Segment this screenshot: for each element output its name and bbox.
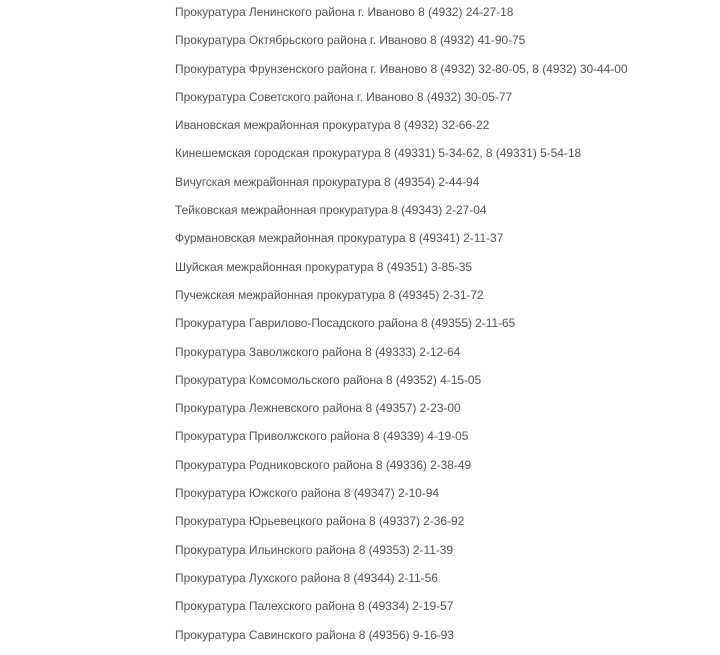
contact-list	[175, 4, 628, 655]
contact-item: Прокуратура Лухского района 8 (49344) 2-11-56	[175, 570, 438, 585]
contact-item: Прокуратура Юрьевецкого района 8 (49337) 2-36-92	[175, 514, 465, 529]
contact-item: Прокуратура Ленинского района г. Иваново 8 (4932) 24-27-18	[175, 5, 514, 19]
contact-item: Прокуратура Родниковского района 8 (49336) 2-38-49	[175, 457, 472, 472]
contact-item: Прокуратура Лежневского района 8 (49357) 2-23-00	[175, 401, 461, 416]
contact-item: Прокуратура Ильинского района 8 (49353) 2-11-39	[175, 542, 454, 557]
contact-item: Прокуратура Комсомольского района 8 (49352) 4-15-05	[175, 372, 482, 387]
contact-item: Прокуратура Гаврилово-Посадского района 8 (49355) 2-11-65	[175, 316, 516, 331]
contact-item: Прокуратура Фрунзенского района г. Иваново 8 (4932) 32-80-05, 8 (4932) 30-44-00	[175, 61, 628, 76]
contact-item: Прокуратура Советского района г. Иваново 8 (4932) 30-05-77	[175, 89, 513, 104]
contact-item: Кинешемская городская прокуратура 8 (49331) 5-34-62, 8 (49331) 5-54-18	[175, 146, 582, 161]
contact-item: Шуйская межрайонная прокуратура 8 (49351) 3-85-35	[175, 259, 472, 274]
contact-item: Прокуратура Палехского района 8 (49334) 2-19-57	[175, 599, 454, 614]
contact-item: Вичугская межрайонная прокуратура 8 (49354) 2-44-94	[175, 174, 480, 189]
contact-item: Ивановская межрайонная прокуратура 8 (4932) 32-66-22	[175, 118, 490, 133]
contact-item: Прокуратура Заволжского района 8 (49333) 2-12-64	[175, 344, 461, 359]
contact-item: Пучежская межрайонная прокуратура 8 (49345) 2-31-72	[175, 287, 484, 302]
contact-item: Прокуратура Савинского района 8 (49356) 9-16-93	[175, 627, 454, 642]
contact-item: Тейковская межрайонная прокуратура 8 (49343) 2-27-04	[175, 203, 487, 218]
contact-item: Прокуратура Октябрьского района г. Иваново 8 (4932) 41-90-75	[175, 33, 526, 48]
contact-item: Прокуратура Южского района 8 (49347) 2-10-94	[175, 486, 440, 501]
contact-item: Прокуратура Приволжского района 8 (49339) 4-19-05	[175, 429, 469, 444]
contact-item: Фурмановская межрайонная прокуратура 8 (49341) 2-11-37	[175, 231, 504, 246]
